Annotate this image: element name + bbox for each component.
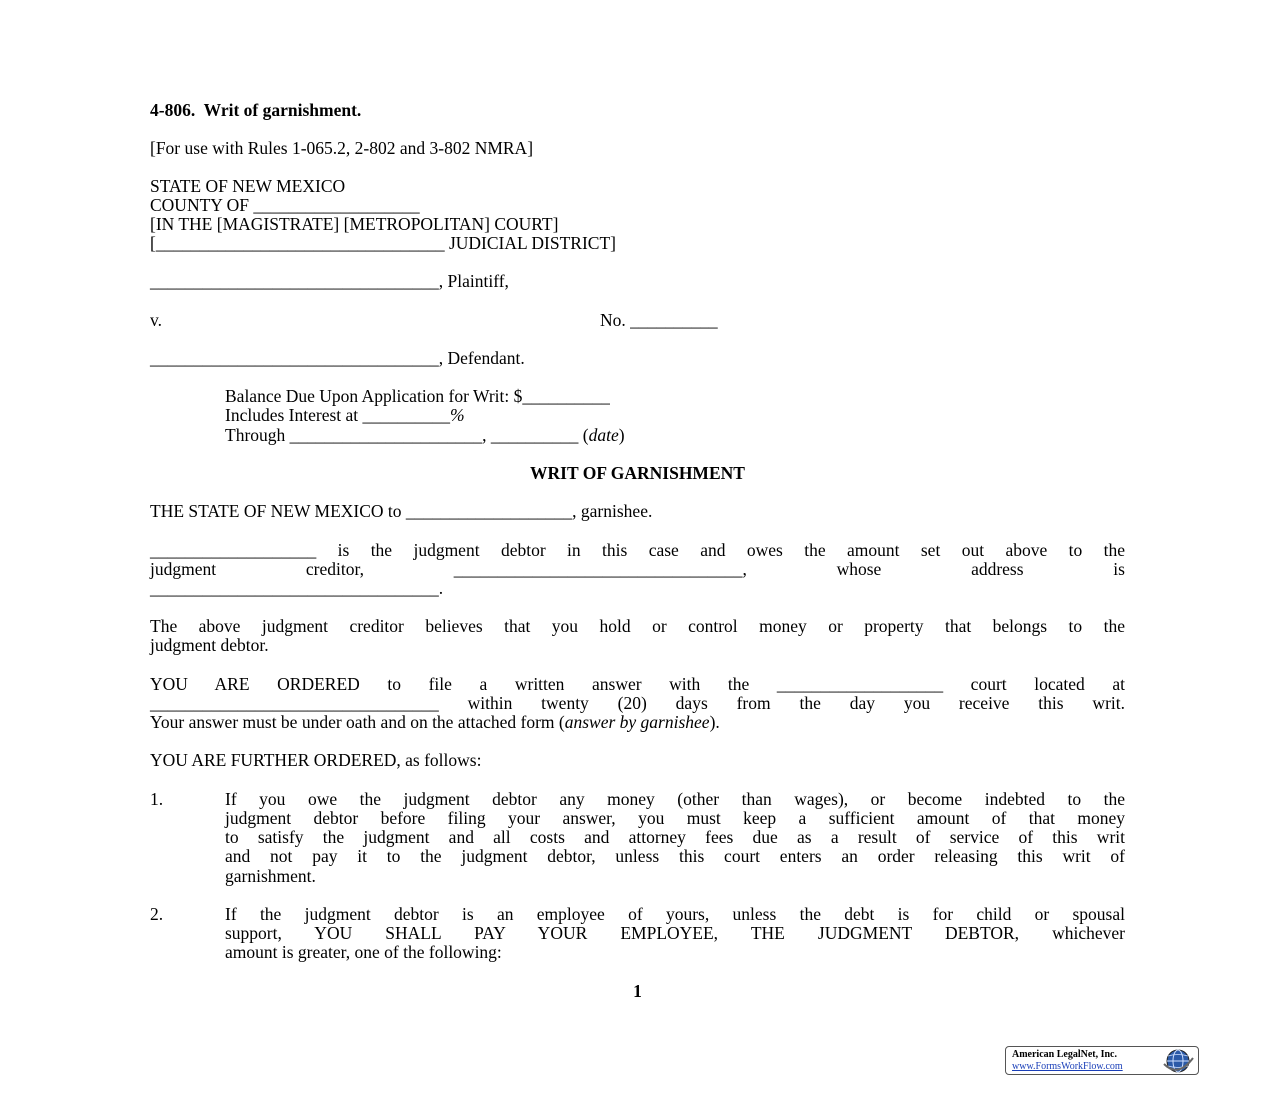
globe-icon bbox=[1160, 1048, 1196, 1074]
ordered-line-2: _________________________________ within twenty (20) days from the day you receive this writ. bbox=[150, 693, 1125, 713]
further-ordered: YOU ARE FURTHER ORDERED, as follows: bbox=[150, 750, 482, 770]
caption-county: COUNTY OF ___________________ bbox=[150, 195, 420, 215]
caption-district: [_________________________________ JUDICIAL DISTRICT] bbox=[150, 233, 616, 253]
item-1-line-2: judgment debtor before filing your answer, you must keep a sufficient amount of that money bbox=[225, 808, 1125, 828]
through-close: ) bbox=[618, 425, 625, 445]
item-1-line-4: and not pay it to the judgment debtor, unless this court enters an order releasing this writ of bbox=[225, 846, 1125, 866]
item-1-line-3: to satisfy the judgment and all costs and attorney fees due as a result of service of this writ bbox=[225, 827, 1125, 847]
balance-due: Balance Due Upon Application for Writ: $__________ bbox=[225, 386, 610, 406]
logo-company-name: American LegalNet, Inc. bbox=[1012, 1049, 1117, 1060]
ordered-line-1: YOU ARE ORDERED to file a written answer with the ___________________ court located at bbox=[150, 674, 1125, 694]
versus-label: v. bbox=[150, 310, 162, 330]
logo-url-link[interactable]: www.FormsWorkFlow.com bbox=[1012, 1061, 1123, 1072]
belief-line-2: judgment debtor. bbox=[150, 635, 269, 655]
case-number: No. __________ bbox=[600, 310, 718, 330]
through-text: Through ______________________, __________ ( bbox=[225, 425, 589, 445]
item-1-number: 1. bbox=[150, 789, 164, 809]
debtor-line-3: _________________________________. bbox=[150, 578, 444, 598]
usage-note: [For use with Rules 1-065.2, 2-802 and 3-802 NMRA] bbox=[150, 138, 534, 158]
item-1-line-5: garnishment. bbox=[225, 866, 316, 886]
belief-line-1: The above judgment creditor believes that you hold or control money or property that belongs to the bbox=[150, 616, 1125, 636]
through-date-label: date bbox=[588, 425, 619, 445]
item-2-line-3: amount is greater, one of the following: bbox=[225, 942, 502, 962]
rule-heading bbox=[150, 101, 361, 121]
american-legalnet-logo[interactable] bbox=[1005, 1046, 1199, 1075]
interest-text: Includes Interest at __________ bbox=[225, 405, 451, 425]
through-line bbox=[225, 426, 625, 446]
caption-state: STATE OF NEW MEXICO bbox=[150, 176, 346, 196]
debtor-line-2: judgment creditor, _________________________________, whose address is bbox=[150, 559, 1125, 579]
answer-form-name: answer by garnishee bbox=[564, 712, 710, 732]
addressee-line: THE STATE OF NEW MEXICO to ___________________, garnishee. bbox=[150, 501, 653, 521]
ordered-line-3-close: ). bbox=[709, 712, 720, 732]
rule-title: Writ of garnishment. bbox=[203, 100, 362, 120]
caption-court: [IN THE [MAGISTRATE] [METROPOLITAN] COURT] bbox=[150, 214, 559, 234]
item-2-line-1: If the judgment debtor is an employee of yours, unless the debt is for child or spousal bbox=[225, 904, 1125, 924]
item-1-line-1: If you owe the judgment debtor any money (other than wages), or become indebted to the bbox=[225, 789, 1125, 809]
interest-line bbox=[225, 406, 465, 426]
ordered-line-3-text: Your answer must be under oath and on the attached form ( bbox=[150, 712, 565, 732]
page-number: 1 bbox=[633, 981, 642, 1001]
item-2-number: 2. bbox=[150, 904, 164, 924]
item-2-line-2: support, YOU SHALL PAY YOUR EMPLOYEE, THE JUDGMENT DEBTOR, whichever bbox=[225, 923, 1125, 943]
writ-heading: WRIT OF GARNISHMENT bbox=[530, 463, 745, 483]
rule-number: 4-806. bbox=[150, 100, 196, 120]
debtor-line-1: ___________________ is the judgment debtor in this case and owes the amount set out above to the bbox=[150, 540, 1125, 560]
ordered-line-3 bbox=[150, 713, 720, 733]
plaintiff-line: _________________________________, Plaintiff, bbox=[150, 271, 509, 291]
percent-sign: % bbox=[450, 405, 465, 425]
defendant-line: _________________________________, Defendant. bbox=[150, 348, 525, 368]
